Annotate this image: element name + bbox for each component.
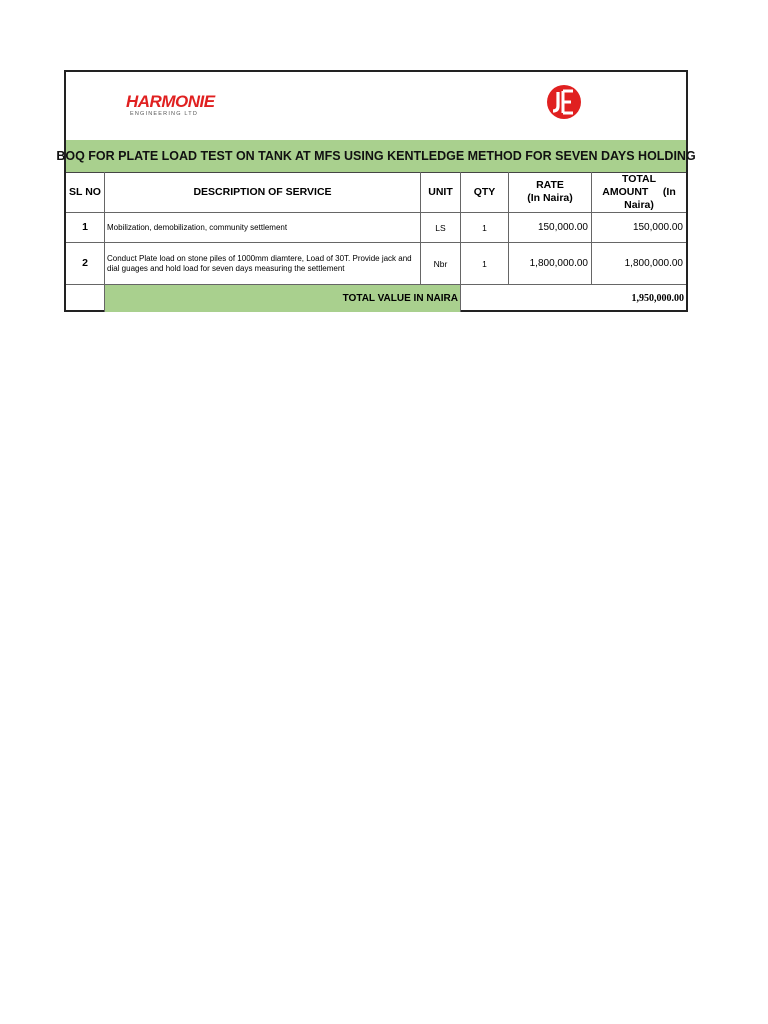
header-unit: UNIT xyxy=(428,185,453,198)
header-sl-no: SL NO xyxy=(69,185,101,198)
row-1-sl: 1 xyxy=(82,221,88,233)
header-total-line2: AMOUNT (In xyxy=(602,185,676,198)
header-rate-line1: RATE xyxy=(536,179,564,191)
row-1-qty: 1 xyxy=(482,222,487,233)
total-value: 1,950,000.00 xyxy=(631,293,684,304)
row-2-amount: 1,800,000.00 xyxy=(624,258,683,269)
row-2-unit: Nbr xyxy=(433,258,448,269)
row-1-amount: 150,000.00 xyxy=(632,222,683,233)
je-logo-icon xyxy=(544,84,584,120)
row-2-rate: 1,800,000.00 xyxy=(529,258,588,269)
harmonie-logo xyxy=(126,94,215,117)
harmonie-logo-subtitle: ENGINEERING LTD xyxy=(130,111,199,117)
row-1-rate: 150,000.00 xyxy=(537,222,588,233)
boq-sheet xyxy=(56,70,696,312)
header-rate-line2: (In Naira) xyxy=(527,192,573,204)
header-total-amount xyxy=(592,172,686,212)
boq-title: BOQ FOR PLATE LOAD TEST ON TANK AT MFS USING KENTLEDGE METHOD FOR SEVEN DAYS HOLDING xyxy=(66,140,686,173)
header-description: DESCRIPTION OF SERVICE xyxy=(193,185,332,198)
row-1-description: Mobilization, demobilization, community settlement xyxy=(107,222,288,232)
row-2-description: Conduct Plate load on stone piles of 1000mm diamtere, Load of 30T. Provide jack and dial guages and hold load for seven days measuring the settlement xyxy=(107,253,412,273)
header-total-line1: TOTAL xyxy=(621,172,657,185)
header-rate xyxy=(509,172,591,212)
row-2-qty: 1 xyxy=(482,258,487,269)
header-total-line3: Naira) xyxy=(624,198,654,211)
logo-band xyxy=(66,72,686,141)
total-label: TOTAL VALUE IN NAIRA xyxy=(342,293,458,304)
row-2-sl: 2 xyxy=(82,257,88,269)
row-1-unit: LS xyxy=(435,222,446,233)
harmonie-logo-word: HARMONIE xyxy=(126,92,215,111)
header-qty: QTY xyxy=(473,185,496,198)
